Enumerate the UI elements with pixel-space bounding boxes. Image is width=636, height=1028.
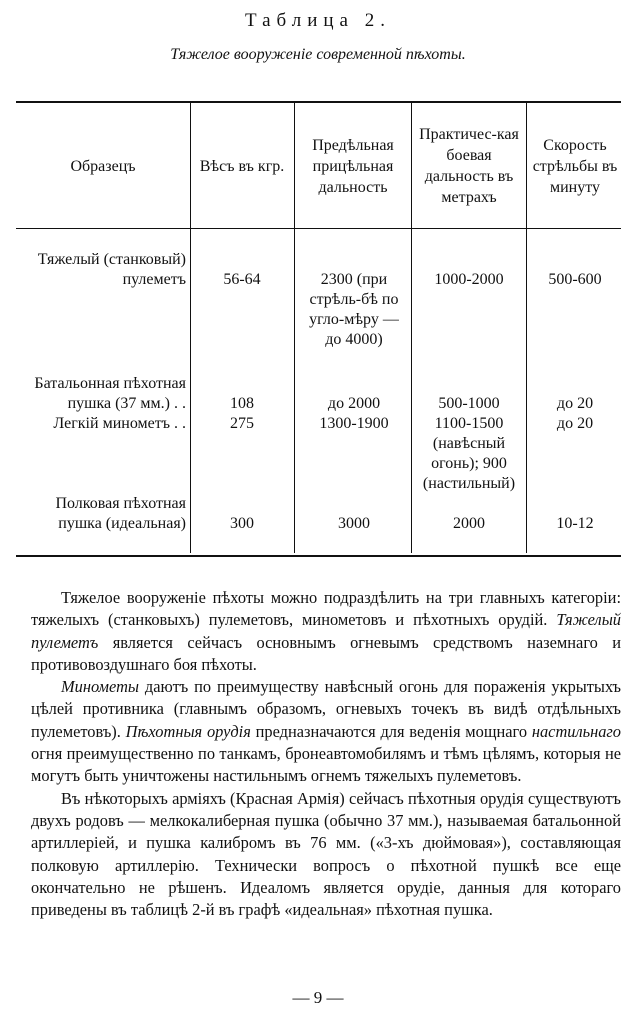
row-max-range: 1300-1900: [319, 415, 389, 432]
column-divider: [294, 103, 295, 553]
column-divider: [526, 103, 527, 553]
text-run: огня преимущественно по танкамъ, бронеавтомобилямъ и тѣмъ цѣлямъ, которыя не могутъ быть уничтожены настильнымъ огнемъ тяжелыхъ пулеметовъ.: [31, 744, 621, 786]
row-rate: 500-600: [548, 271, 602, 288]
row-weight: 275: [230, 415, 254, 432]
body-text: [31, 587, 621, 921]
row-rate: до 20: [556, 395, 594, 412]
row-practical-range: 1000-2000: [434, 271, 504, 288]
italic-term: Минометы: [61, 677, 140, 697]
table-header-rule: [16, 228, 621, 229]
row-name: Полковая пѣхотная пушка (идеальная): [55, 495, 186, 532]
row-name: Легкій минометъ . .: [53, 415, 186, 432]
body-paragraph: [31, 676, 621, 787]
row-practical-range: 2000: [453, 515, 485, 532]
header-practical-range: Практичес-кая боевая дальность въ метрахъ: [419, 126, 519, 206]
row-rate: до 20: [556, 415, 594, 432]
text-run: Тяжелое вооруженіе пѣхоты можно подраздѣлить на три главныхъ категоріи: тяжелыхъ (станковыхъ) пулеметовъ, минометовъ и пѣхотныхъ орудій.: [31, 588, 621, 630]
row-practical-range: 500-1000: [438, 395, 500, 412]
row-max-range: до 2000: [327, 395, 381, 412]
page-title: Таблица 2.: [244, 10, 391, 31]
row-practical-range: 1100-1500 (навѣсный огонь); 900 (настильный): [422, 415, 516, 492]
table-top-rule: [16, 101, 621, 103]
row-name: Тяжелый (станковый) пулеметъ: [37, 251, 186, 288]
table-bottom-rule: [16, 555, 621, 557]
row-name: Батальонная пѣхотная пушка (37 мм.) . .: [34, 375, 186, 412]
text-run: предназначаются для веденія мощнаго: [250, 721, 532, 741]
italic-term: Тяжелый пулеметъ: [31, 610, 621, 652]
row-max-range: 3000: [338, 515, 370, 532]
table-caption: Тяжелое вооруженіе современной пѣхоты.: [170, 46, 466, 63]
italic-term: настильнаго: [531, 721, 621, 741]
text-run: является сейчасъ основнымъ огневымъ средствомъ наземнаго и противовоздушнаго боя пѣхоты.: [31, 632, 621, 674]
body-paragraph: [31, 587, 621, 676]
header-sample: Образецъ: [70, 157, 136, 175]
row-rate: 10-12: [556, 515, 594, 532]
header-max-range: Предѣльная прицѣльная дальность: [312, 136, 394, 196]
row-weight: 108: [230, 395, 254, 412]
header-rate: Скорость стрѣльбы въ минуту: [532, 136, 618, 196]
header-weight: Вѣсъ въ кгр.: [199, 157, 285, 175]
row-weight: 300: [230, 515, 254, 532]
text-run: Въ нѣкоторыхъ арміяхъ (Красная Армія) сейчасъ пѣхотныя орудія существуютъ двухъ родовъ — мелкокалиберная пушка (обычно 37 мм.), называемая батальонной артиллеріей, и пушка калибромъ въ 76 мм. («3-хъ дюймовая»), составляющая полковую артиллерію. Технически вопросъ о пѣхотной пушкѣ все еще окончательно не рѣшенъ. Идеаломъ является орудіе, данныя для котораго приведены въ таблицѣ 2-й въ графѣ «идеальная» пѣхотная пушка.: [31, 788, 621, 920]
column-divider: [190, 103, 191, 553]
body-paragraph: [31, 788, 621, 922]
italic-term: Пѣхотныя орудія: [125, 721, 251, 741]
page-number: — 9 —: [292, 988, 344, 1007]
column-divider: [411, 103, 412, 553]
row-max-range: 2300 (при стрѣль-бѣ по угло-мѣру — до 4000): [309, 271, 399, 348]
row-weight: 56-64: [223, 271, 261, 288]
text-run: даютъ по преимуществу навѣсный огонь для пораженія укрытыхъ цѣлей противника (главнымъ образомъ, огневыхъ точекъ въ видѣ отдѣльныхъ пулеметовъ).: [31, 677, 621, 741]
